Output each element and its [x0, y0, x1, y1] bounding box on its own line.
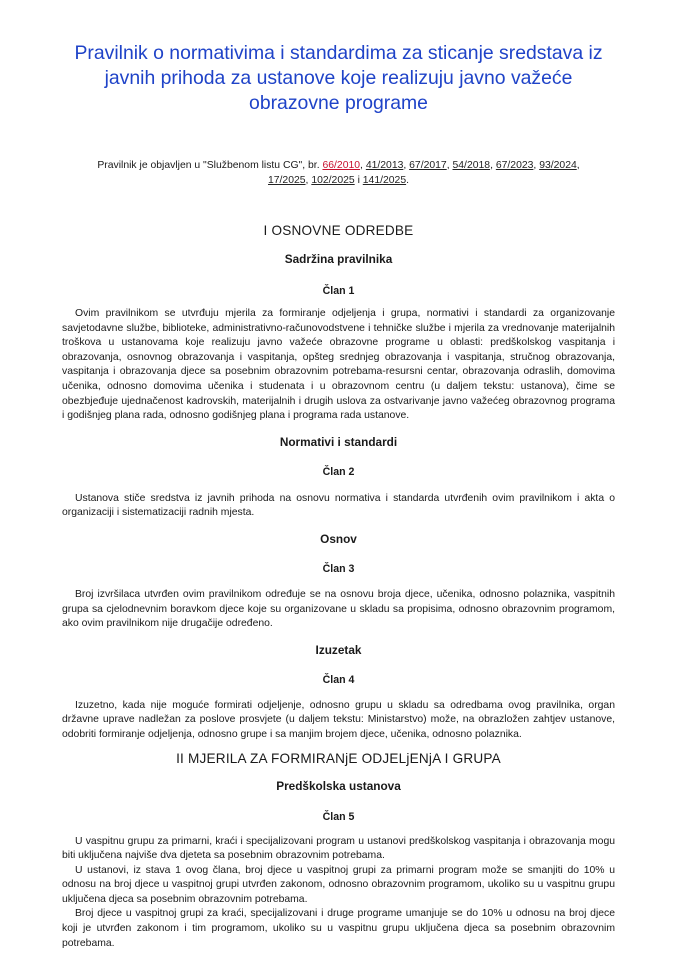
article-heading-clan-1: Član 1	[322, 285, 355, 297]
publication-prefix: Pravilnik je objavljen u "Službenom listu CG", br.	[97, 160, 320, 171]
article-5-paragraph-2: U ustanovi, iz stava 1 ovog člana, broj djece u vaspitnoj grupi za primarni program može se smanjiti do 10% u odnosu na broj djece u vaspitnoj grupi utvrđen zakonom, odnosno obrazovnim programom, ukoliko su u vaspitnu grupu uključena djeca sa posebnim obrazovnim potrebama.	[62, 864, 615, 905]
article-4-text: Izuzetno, kada nije moguće formirati odjeljenje, odnosno grupu u skladu sa odredbama ovog pravilnika, organ državne uprave nadležan za poslove prosvjete (u daljem tekstu: Ministarstvo) može, na obrazložen zahtjev ustanove, odobriti formiranje odjeljenja, odnosno grupe i sa manjim brojem djece, učenika, odnosno polaznika.	[62, 699, 615, 740]
gazette-link-141-2025[interactable]: 141/2025	[362, 175, 407, 186]
publication-and: i	[357, 175, 360, 186]
article-2-text: Ustanova stiče sredstva iz javnih prihoda na osnovu normativa i standarda utvrđenih ovim pravilnikom i akta o organizaciji i sistematizaciji radnih mjesta.	[62, 492, 615, 519]
section-heading-sadrzina: Sadržina pravilnika	[284, 252, 393, 266]
gazette-link-17-2025[interactable]: 17/2025	[267, 175, 306, 186]
article-5-paragraph-3: Broj djece u vaspitnoj grupi za kraći, specijalizovani i druge programe umanjuje se do 10% u odnosu na broj djece koji je utvrđen zakonom i tim programom, ukoliko su u vaspitnu grupu uključena djeca sa posebnim obrazovnim potrebama.	[62, 908, 615, 949]
gazette-link-66-2010[interactable]: 66/2010	[322, 160, 361, 171]
article-3-text: Broj izvršilaca utvrđen ovim pravilnikom određuje se na osnovu broja djece, učenika, odnosno polaznika, vaspitnih grupa sa cjelodnevnim boravkom djece koje su organizovane u skladu sa propisima, odnosno obrazovnim programom, ako ovim pravilnikom nije drugačije određeno.	[62, 588, 615, 630]
chapter-heading-osnovne-odredbe: I OSNOVNE ODREDBE	[263, 223, 414, 238]
article-heading-clan-4: Član 4	[322, 673, 355, 686]
article-1-text: Ovim pravilnikom se utvrđuju mjerila za formiranje odjeljenja i grupa, normativi i standardi za organizovanje savjetodavne službe, biblioteke, administrativno-računovodstvene i tehničke službe i mjerila za vrednovanje materijalnih troškova u ustanovama koje realizuju javno važeće obrazovne programe u oblasti: predškolskog vaspitanja i obrazovanja, osnovnog obrazovanja i vaspitanja, opšteg srednjeg obrazovanja i vaspitanja, stručnog obrazovanja, vaspitanja i obrazovanja djece sa posebnim obrazovnim potrebama-resursni centar, obrazovanja odraslih, domovima učenika, odnosno domovima učenika i studenata i u obrazovnom centru (u daljem tekstu: ustanova), čime se obezbjeđuje ujednačenost kadrovskih, materijalnih i drugih uslova za ostvarivanje javno važećeg obrazovnog programa i godišnjeg plana rada, odnosno godišnjeg plana i programa rada ustanove.	[62, 308, 615, 422]
section-heading-normativi: Normativi i standardi	[279, 434, 398, 449]
gazette-link-67-2023[interactable]: 67/2023	[495, 160, 534, 171]
gazette-link-93-2024[interactable]: 93/2024	[539, 160, 577, 171]
article-heading-clan-3: Član 3	[322, 562, 355, 575]
gazette-link-41-2013[interactable]: 41/2013	[365, 160, 404, 171]
gazette-link-102-2025[interactable]: 102/2025	[311, 175, 355, 186]
article-heading-clan-2: Član 2	[322, 465, 355, 478]
article-heading-clan-5: Član 5	[322, 810, 355, 823]
document-title: Pravilnik o normativima i standardima za sticanje sredstava iz javnih prihoda za ustanove koje realizuju javno važeće obrazovne programe	[74, 42, 603, 114]
chapter-heading-mjerila: II MJERILA ZA FORMIRANjE ODJELjENjA I GRUPA	[176, 750, 501, 766]
article-5-paragraph-1: U vaspitnu grupu za primarni, kraći i specijalizovani program u ustanovi predškolskog vaspitanja i obrazovanja mogu biti uključena najviše dva djeteta sa posebnim obrazovnim potrebama.	[62, 835, 615, 862]
gazette-link-67-2017[interactable]: 67/2017	[409, 160, 447, 171]
section-heading-izuzetak: Izuzetak	[315, 642, 362, 657]
gazette-link-54-2018[interactable]: 54/2018	[452, 160, 491, 171]
section-heading-predskolska: Predškolska ustanova	[276, 778, 401, 793]
publication-note: Pravilnik je objavljen u "Službenom listu CG", br. 66/2010, 41/2013, 67/2017, 54/2018, 67/2023, 93/2024, 17/2025, 102/2025 i 141/2025.	[97, 160, 580, 186]
section-heading-osnov: Osnov	[320, 531, 357, 546]
